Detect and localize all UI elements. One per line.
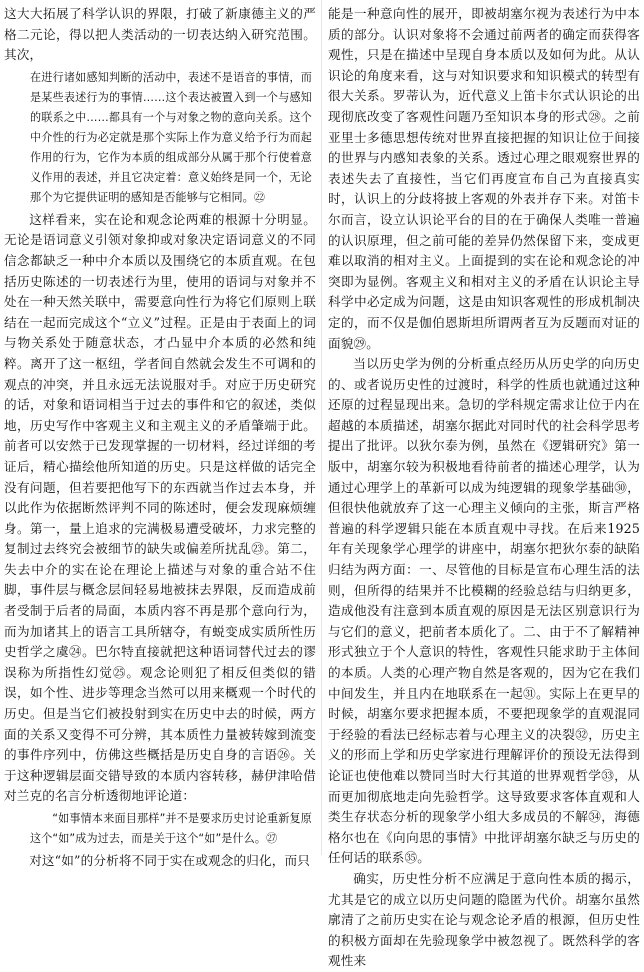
left-column: [4, 4, 316, 872]
left-paragraph-3: 对这“如”的分析将不同于实在或观念的归化，而只: [29, 853, 310, 868]
right-paragraph-1: 能是一种意向性的展开，即被胡塞尔视为表述行为中本质的部分。认识对象将不会通过前两者的确定而获得客观性，只是在描述中呈现自身本质以及如何为此。从认识论的角度来看，这与对知识要求和知识模式的转型有很大关系。罗蒂认为，近代意义上笛卡尔式认识论的出现彻底改变了客观性问题乃至知识本身的形式㉘。之前亚里士多德思想传统对世界直接把握的知识让位于间接的世界与内感知表象的关系。透过心理之眼观察世界的表述失去了直接性，当它们再度宣布自己为直接真实时，认识上的分歧将披上客观的外表并存下来。对笛卡尔而言，设立认识论平台的目的在于确保人类唯一普遍的认识原理，但之前可能的差异仍然保留下来，变成更难以取消的相对主义。上面提到的实在论和观念论的冲突即为显例。客观主义和相对主义的矛盾在认识论主导科学中必定成为问题，这是由知识客观性的形成机制决定的，而不仅是伽伯恩斯坦所谓两者互为反题而对证的面貌㉙。: [328, 6, 640, 351]
huizinga-quote: “如事情本来面目那样”并不是要求历史讨论重新复原这个“如”成为过去，而是关于这个“如”是什么。㉗: [30, 812, 312, 845]
right-column: [328, 4, 640, 972]
husserl-quote: 在进行诸如感知判断的活动中，表述不是语音的事情，而是某些表述行为的事情……这个表达被置入到一个与感知的联系之中……都具有一个与对象之物的意向关系。这个中介性的行为必定就是那个实际上作为意义给予行为而起作用的行为，它作为本质的组成部分从属于那个行使着意义作用的表述，并且它决定着：意义始终是同一个，无论那个为它提供证明的感知是否能够与它相同。㉒: [30, 70, 312, 204]
right-paragraph-2: 当以历史学为例的分析重点经历从历史学的向历史的、或者说历史性的过渡时，科学的性质也就通过这种还原的过程显现出来。急切的学科规定需求让位于内在超越的本质描述，胡塞尔据此对同时代的社会科学思考提出了批评。以狄尔泰为例，虽然在《逻辑研究》第一版中，胡塞尔较为积极地看待前者的描述心理学，认为通过心理学上的革新可以成为纯逻辑的现象学基础㉚，但很快他就放弃了这一心理主义倾向的主张，斯言严格普遍的科学逻辑只能在本质直观中寻找。在后来1925年有关现象学心理学的讲座中，胡塞尔把狄尔泰的缺陷归结为两方面：一、尽管他的目标是宣布心理生活的法则，但所得的结果并不比模糊的经验总结与归纳更多，造成他没有注意到本质直观的原因是无法区别意识行为与它们的意义，把前者本质化了。二、由于不了解精神形式独立于个人意识的特性，客观性只能求助于主体间的本质。人类的心理产物自然是客观的，因为它在我们中间发生，并且内在地联系在一起㉛。实际上在更早的时候，胡塞尔要求把握本质，不要把现象学的直观混同于经验的看法已经标志着与心理主义的决裂㉜，历史主义的形而上学和历史学家进行理解评价的预设无法得到论证也使他难以赞同当时大行其道的世界观哲学㉝，从而更加彻底地走向先验哲学。这导致要求客体直观和人类生存状态分析的现象学小组大多成员的不解㉞，海德格尔也在《向向思的事情》中批评胡塞尔缺乏与历史的任何话的联系㉟。: [328, 356, 640, 866]
left-paragraph-2: 这样看来，实在论和观念论两难的根源十分明显。无论是语词意义引领对象抑或对象决定语词意义的不同信念都缺乏一种中介本质以及围绕它的本质直观。在包括历史陈述的一切表述行为里，使用的语词与对象并不处在一种天然关联中，需要意向性行为将它们原则上联结在一起而完成这个“立义”过程。正是由于表面上的词与物关系处于随意状态，才凸显中介本质的必然和纯粹。离开了这一枢纽，学者间自然就会发生不可调和的观点的冲突，并且永远无法说服对手。对应于历史研究的话，对象和语词相当于过去的事件和它的叙述，类似地，历史写作中客观主义和主观主义的矛盾肇端于此。前者可以安然于已发现掌握的一切材料，经过详细的考证后，精心描绘他所知道的历史。只是这样做的话完全没有问题，但若要把他写下的东西就当作过去本身，并以此作为依据断然评判不同的陈述时，便会发现麻烦缠身。第一，量上追求的完满极易遭受破坏，力求完整的复制过去终究会被细节的缺失或偏差所扰乱㉓。第二，失去中介的实在论在理论上描述与对象的重合站不住脚，事件层与概念层间轻易地被抹去界限，反而造成前者受制于后者的局面，本质内容不再是那个意向行为，而为加诸其上的语言工具所辖夺，有蜕变成实质所性历史哲学之虞㉔。巴尔特直接就把这种语词替代过去的谬误称为所指性幻觉㉕。观念论则犯了相反但类似的错误，如个性、进步等理念当然可以用来概观一个时代的历史。但是当它们被投射到实在历史中去的时候，两方面的关系又变得不可分辨，其本质性力量被转嫁到流变的事件序列中，仿佛这些概括是历史自身的言语㉖。关于这种逻辑层面交错导致的本质内容转移，赫伊津哈借对兰克的名言分析透彻地评论道：: [4, 211, 316, 804]
column-divider: [321, 0, 322, 855]
right-paragraph-3: 确实，历史性分析不应满足于意向性本质的揭示，尤其是它的成立以历史问题的隐匿为代价。胡塞尔虽然廓清了之前历史实在论与观念论矛盾的根源，但历史性的积极方面却在先验现象学中被忽视了。既然科学的客观性来: [328, 870, 640, 969]
left-paragraph-1: 这大大拓展了科学认识的界限，打破了新康德主义的严格二元论，得以把人类活动的一切表达纳入研究范围。其次，: [4, 6, 316, 63]
